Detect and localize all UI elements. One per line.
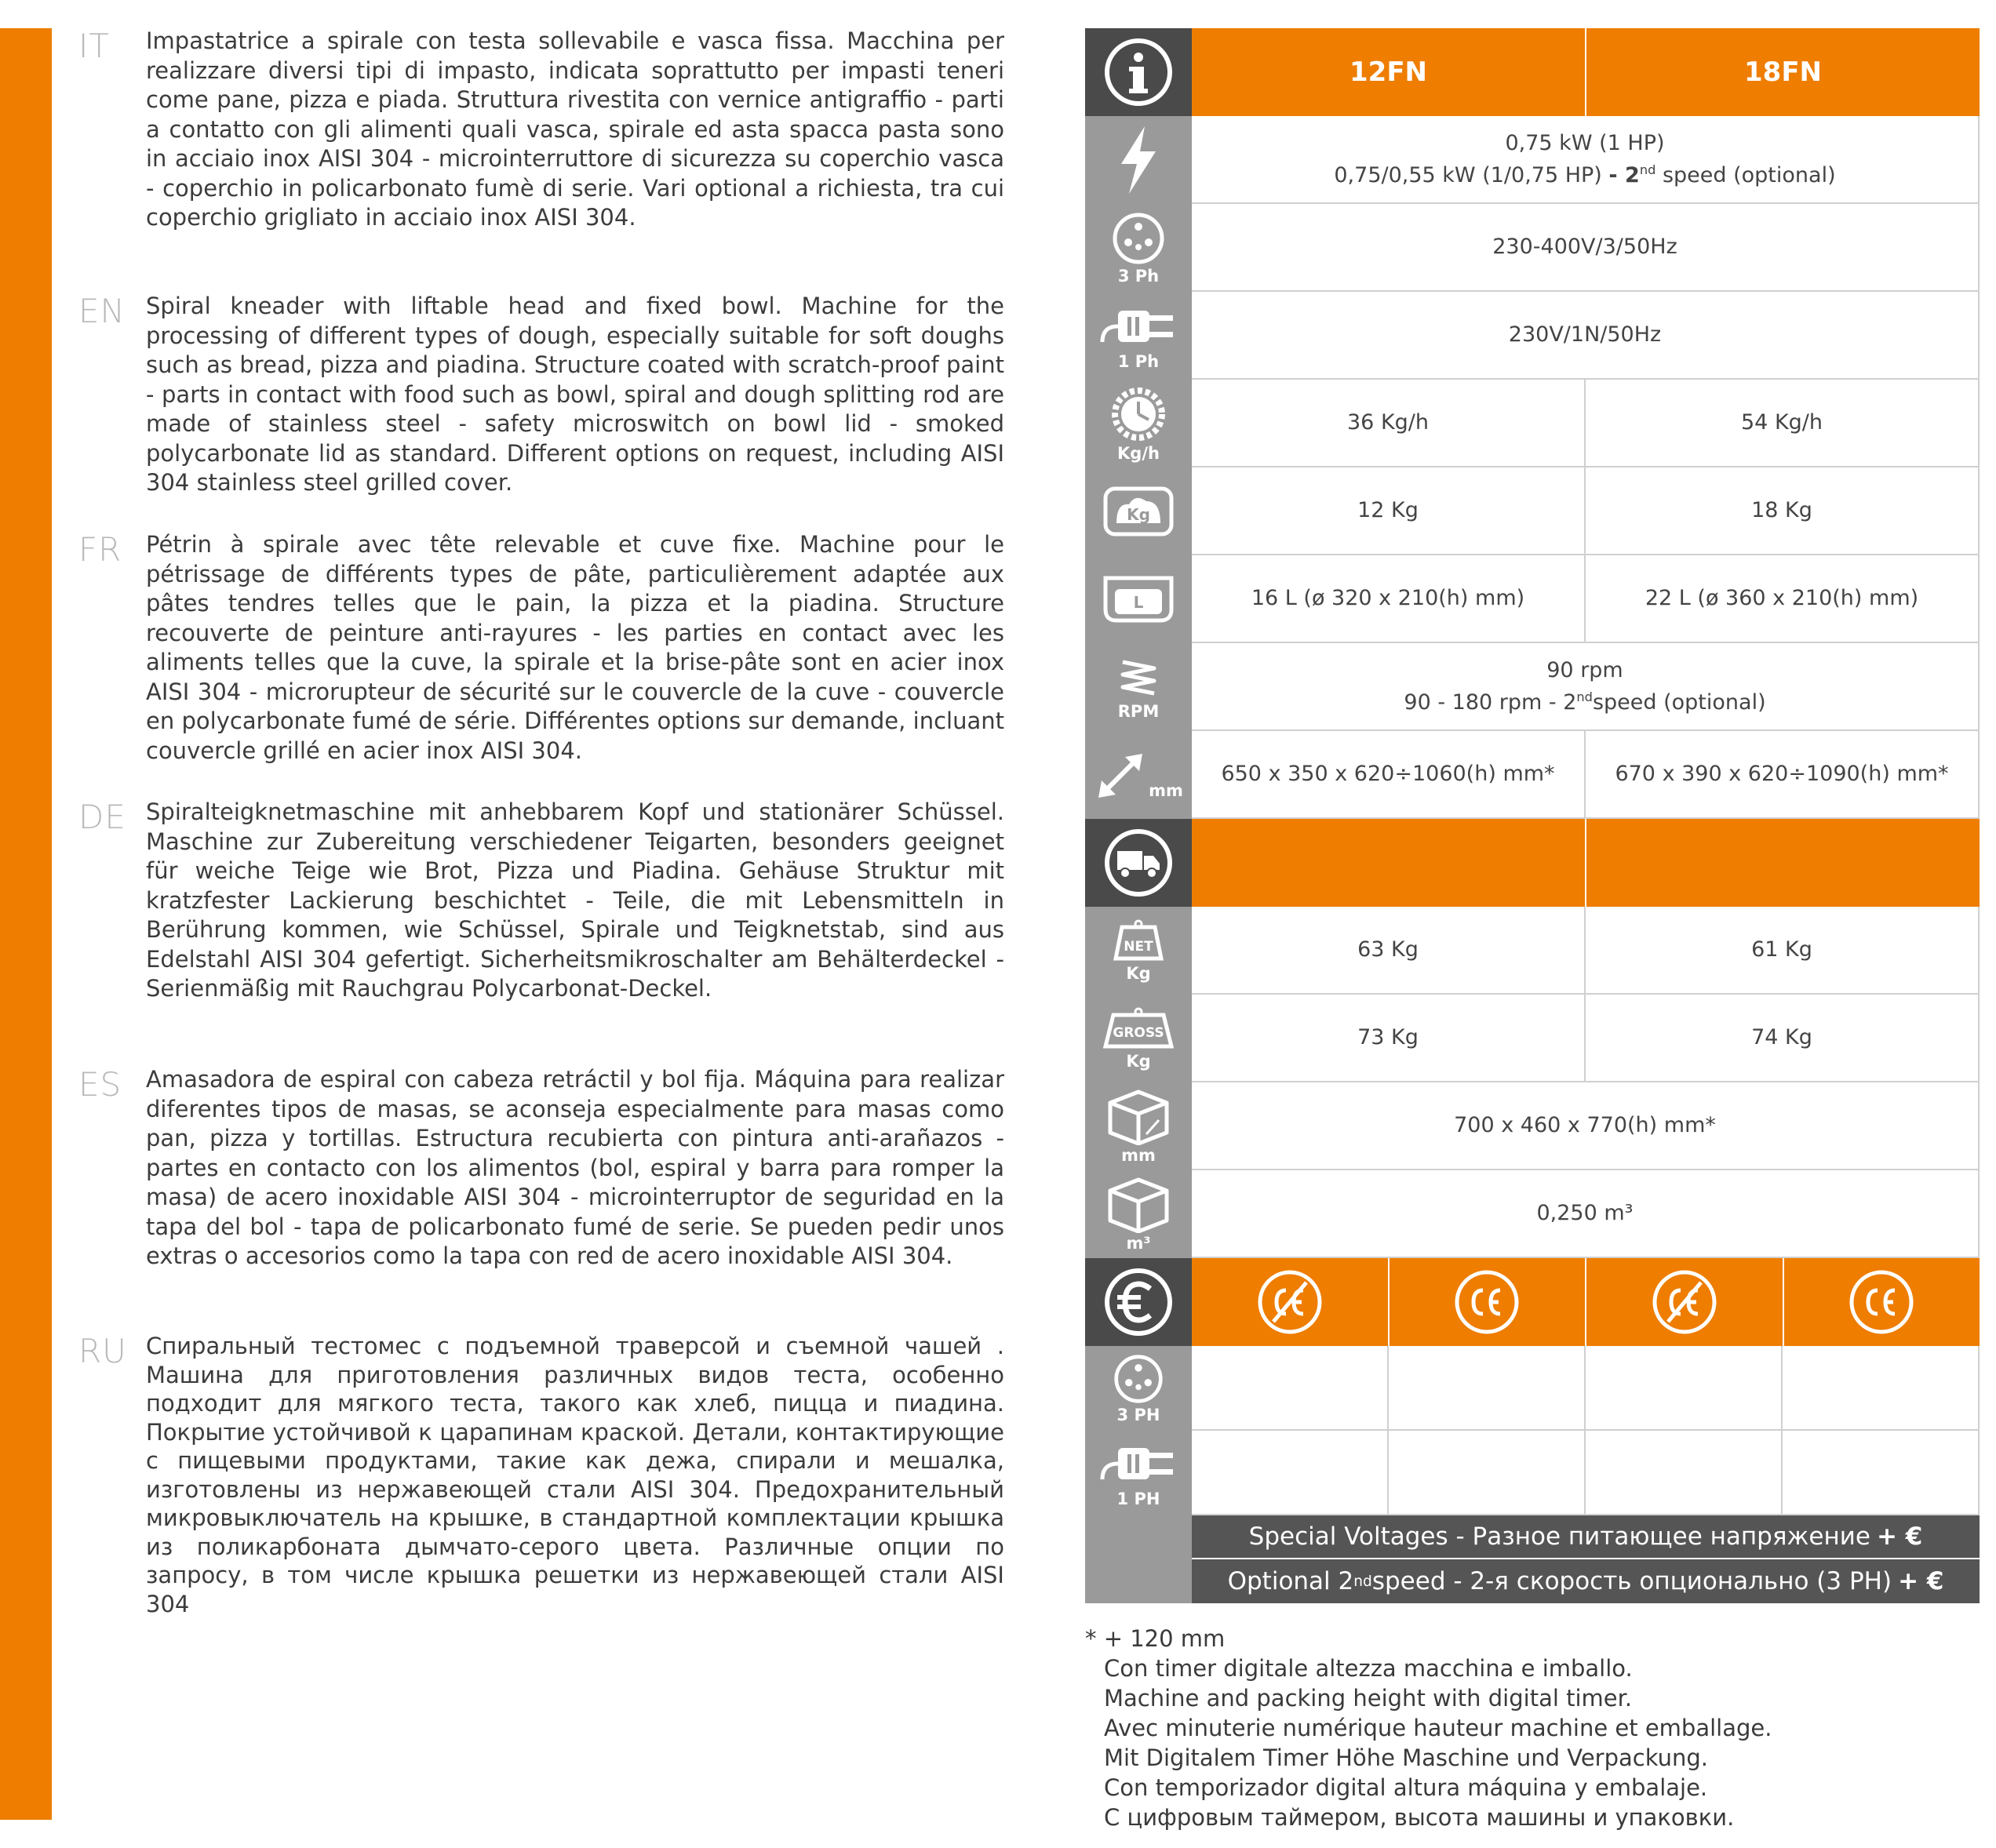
package-volume-label: m³ <box>1126 1234 1151 1253</box>
net-weight-label: Kg <box>1126 964 1151 983</box>
package-volume-value: 0,250 m³ <box>1192 1170 1980 1258</box>
bowl-volume-row <box>1085 555 1980 643</box>
three-phase-label: 3 Ph <box>1117 267 1160 286</box>
net-weight-18fn: 61 Kg <box>1586 907 1980 995</box>
footnote-line: Con timer digitale altezza macchina e imballo. <box>1104 1655 1633 1682</box>
footnote-line: Mit Digitalem Timer Höhe Maschine und Verpackung. <box>1104 1744 1709 1771</box>
price-single-phase-row <box>1085 1431 1980 1515</box>
description-text: Spiralteigknetmaschine mit anhebbarem Kopf und stationärer Schüssel. Maschine zur Zubereitung verschiedener Teigarten, besonders geeignet für weiche Teige wie Brot, Pizza und Piadina. Gehäuse Struktur mit kratzfester Lackierung beschichtet - Teile, die mit Lebensmitteln in Berührung kommen, wie Schüssel, Spirale und Teigknetstab, sind aus Edelstahl AISI 304 gefertigt. Sicherheitsmikroschalter am Behälterdeckel - Serienmäßig mit Rauchgrau Polycarbonat-Deckel. <box>146 798 1004 1002</box>
package-dimensions-row <box>1085 1082 1980 1170</box>
description-en <box>78 292 1020 498</box>
price-cell <box>1783 1346 1980 1431</box>
three-phase-socket-icon <box>1085 204 1192 292</box>
euro-icon <box>1085 1258 1192 1346</box>
production-row <box>1085 380 1980 467</box>
power-row <box>1085 116 1980 204</box>
rpm-second-speed: 90 - 180 rpm - 2ndspeed (optional) <box>1404 689 1766 715</box>
language-code: DE <box>78 798 126 836</box>
language-code: FR <box>78 530 122 569</box>
footnote-line: Avec minuterie numérique hauteur machine et emballage. <box>1104 1715 1772 1741</box>
no-ce-mark-icon <box>1649 1267 1720 1337</box>
gross-weight-12fn: 73 Kg <box>1192 995 1586 1082</box>
capacity-12fn: 12 Kg <box>1192 467 1586 555</box>
bowl-12fn: 16 L (ø 320 x 210(h) mm) <box>1192 555 1586 643</box>
model-12fn: 12FN <box>1192 28 1586 116</box>
bowl-18fn: 22 L (ø 360 x 210(h) mm) <box>1586 555 1980 643</box>
gross-weight-18fn: 74 Kg <box>1586 995 1980 1082</box>
left-accent-bar <box>0 28 52 1820</box>
lightning-icon <box>1085 116 1192 204</box>
single-phase-value: 230V/1N/50Hz <box>1192 292 1980 380</box>
three-phase-socket-icon <box>1085 1346 1192 1431</box>
price-cell <box>1192 1346 1389 1431</box>
price-three-phase-label: 3 PH <box>1116 1406 1160 1424</box>
footnote-line: С цифровым таймером, высота машины и упаковки. <box>1104 1804 1735 1831</box>
gross-weight-label: Kg <box>1126 1052 1151 1071</box>
shipping-header-12fn <box>1192 819 1586 907</box>
three-phase-value: 230-400V/3/50Hz <box>1192 204 1980 292</box>
dough-bowl-icon-text: Kg <box>1127 505 1150 524</box>
price-cell <box>1389 1346 1586 1431</box>
dimensions-label: mm <box>1149 781 1183 800</box>
package-volume-icon <box>1085 1170 1192 1258</box>
language-code: EN <box>78 292 126 330</box>
gross-weight-icon <box>1085 995 1192 1082</box>
description-fr <box>78 530 1020 766</box>
package-dimensions-value: 700 x 460 x 770(h) mm* <box>1192 1082 1980 1170</box>
dough-bowl-icon <box>1085 467 1192 555</box>
description-it <box>78 27 1020 233</box>
description-text: Pétrin à spirale avec tête relevable et cuve fixe. Machine pour le pétrissage de différents types de pâte, particulièrement adaptée aux pâtes tendres telles que le pain, la pizza et la piadina. Structure recouverte de peinture anti-rayures - les parties en contact avec les aliments telles que la cuve, la spirale et la brise-pâte sont en acier inox AISI 304 - microrupteur de sécurité sur le couvercle de la cuve - couvercle en polycarbonate fumé de série. Différentes options sur demande, incluant couvercle grillé en acier inox AISI 304. <box>146 531 1004 764</box>
price-cell <box>1586 1346 1783 1431</box>
band-side-filler <box>1085 1515 1192 1603</box>
ce-mark-18fn <box>1784 1258 1980 1346</box>
price-cell <box>1586 1431 1783 1515</box>
ce-mark-12fn <box>1390 1258 1587 1346</box>
spiral-icon <box>1085 643 1192 731</box>
description-text: Amasadora de espiral con cabeza retráctil y bol fija. Máquina para realizar diferentes tipos de masas, se aconseja especialmente para masas como pan, pizza y tortillas. Estructura recubierta con pintura anti-arañazos - partes en contacto con los alimentos (bol, espiral y barra para romper la masa) de acero inoxidable AISI 304 - microinterruptor de seguridad en la tapa del bol - tapa de policarbonato fumé de serie. Se pueden pedir unos extras o accesorios como la tapa con red de acero inoxidable AISI 304. <box>146 1066 1004 1269</box>
description-text: Спиральный тестомес с подъемной траверсой и съемной чашей . Машина для приготовления различных видов теста, особенно подходит для мягкого теста, такого как хлеб, пицца и пиадина. Покрытие устойчивой к царапинам краской. Детали, контактирующие с пищевыми продуктами, такие как дежа, спирали и мешалка, изготовлены из нержавеющей стали AISI 304. Предохранительный микровыключатель на крышке, в стандартной комплектации крышка из поликарбоната дымчато-серого цвета. Различные опции по запросу, в том числе крышка решетки из нержавеющей стали AISI 304 <box>146 1333 1004 1617</box>
ce-mark-icon <box>1846 1267 1917 1337</box>
net-weight-12fn: 63 Kg <box>1192 907 1586 995</box>
net-weight-row <box>1085 907 1980 995</box>
description-ru <box>78 1332 1020 1618</box>
price-cell <box>1783 1431 1980 1515</box>
package-dimensions-label: mm <box>1121 1146 1156 1165</box>
production-18fn: 54 Kg/h <box>1586 380 1980 467</box>
no-ce-mark-icon <box>1255 1267 1325 1337</box>
language-code: ES <box>78 1065 122 1104</box>
power-second-speed: 0,75/0,55 kW (1/0,75 HP) - 2nd speed (optional) <box>1334 162 1836 187</box>
special-voltages-band: Special Voltages - Разное питающее напряжение + € <box>1192 1515 1980 1558</box>
dimensions-18fn: 670 x 390 x 620÷1090(h) mm* <box>1586 731 1980 819</box>
footnote-star: * + 120 mm <box>1085 1625 1226 1652</box>
description-text: Spiral kneader with liftable head and fixed bowl. Machine for the processing of different types of dough, especially suitable for soft doughs such as bread, pizza and piadina. Structure coated with scratch-proof paint - parts in contact with food such as bowl, spiral and dough splitting rod are made of stainless steel - safety microswitch on bowl lid - smoked polycarbonate lid as standard. Different options on request, including AISI 304 stainless steel grilled cover. <box>146 293 1004 496</box>
price-cell <box>1389 1431 1586 1515</box>
model-18fn: 18FN <box>1586 28 1980 116</box>
dimensions-row <box>1085 731 1980 819</box>
dough-capacity-row <box>1085 467 1980 555</box>
rpm-value <box>1192 643 1980 731</box>
rpm-row <box>1085 643 1980 731</box>
shipping-header-18fn <box>1586 819 1980 907</box>
language-code: IT <box>78 27 111 65</box>
model-header-row <box>1085 28 1980 116</box>
optional-speed-band: Optional 2 nd speed - 2-я скорость опционально (3 PH) + € <box>1192 1559 1980 1603</box>
single-phase-label: 1 Ph <box>1117 352 1160 371</box>
footnotes <box>1085 1624 1772 1832</box>
price-three-phase-row <box>1085 1346 1980 1431</box>
rpm-main: 90 rpm <box>1546 657 1623 682</box>
description-text: Impastatrice a spirale con testa sollevabile e vasca fissa. Macchina per realizzare diversi tipi di impasto, indicata soprattutto per impasti teneri come pane, pizza e piada. Struttura rivestita con vernice antigraffio - parti a contatto con gli alimenti quali vasca, spirale ed asta spacca pasta sono in acciaio inox AISI 304 - microinterruttore di sicurezza su coperchio vasca - coperchio in policarbonato fumè di serie. Vari optional a richiesta, tra cui coperchio grigliato in acciaio inox AISI 304. <box>146 27 1004 231</box>
net-weight-icon-text: NET <box>1124 939 1153 955</box>
ce-mark-icon <box>1451 1267 1522 1337</box>
three-phase-row <box>1085 204 1980 292</box>
bowl-liters-icon-text: L <box>1133 593 1144 612</box>
gross-weight-row <box>1085 995 1980 1082</box>
language-code: RU <box>78 1332 127 1370</box>
shipping-header-row <box>1085 819 1980 907</box>
price-cell <box>1192 1431 1389 1515</box>
footnote-line: Con temporizador digital altura máquina y embalaje. <box>1104 1774 1708 1801</box>
net-weight-icon <box>1085 907 1192 995</box>
dimensions-12fn: 650 x 350 x 620÷1060(h) mm* <box>1192 731 1586 819</box>
footnote-line: Machine and packing height with digital timer. <box>1104 1685 1633 1712</box>
production-label: Kg/h <box>1117 444 1160 463</box>
description-de <box>78 798 1020 1004</box>
info-icon <box>1085 28 1192 116</box>
package-box-icon <box>1085 1082 1192 1170</box>
plug-icon <box>1085 1431 1192 1515</box>
gross-weight-icon-text: GROSS <box>1113 1025 1164 1041</box>
single-phase-row <box>1085 292 1980 380</box>
clock-gear-icon <box>1085 380 1192 467</box>
power-main: 0,75 kW (1 HP) <box>1505 130 1665 155</box>
package-volume-row <box>1085 1170 1980 1258</box>
bowl-liters-icon <box>1085 555 1192 643</box>
dimension-arrow-icon <box>1085 731 1192 819</box>
price-header-row <box>1085 1258 1980 1346</box>
capacity-18fn: 18 Kg <box>1586 467 1980 555</box>
production-12fn: 36 Kg/h <box>1192 380 1586 467</box>
rpm-label: RPM <box>1117 702 1160 721</box>
delivery-truck-icon <box>1085 819 1192 907</box>
no-ce-mark-18fn <box>1586 1258 1784 1346</box>
description-es <box>78 1065 1020 1271</box>
plug-icon <box>1085 292 1192 380</box>
price-single-phase-label: 1 PH <box>1116 1490 1160 1508</box>
power-value <box>1192 116 1980 204</box>
no-ce-mark-12fn <box>1192 1258 1390 1346</box>
